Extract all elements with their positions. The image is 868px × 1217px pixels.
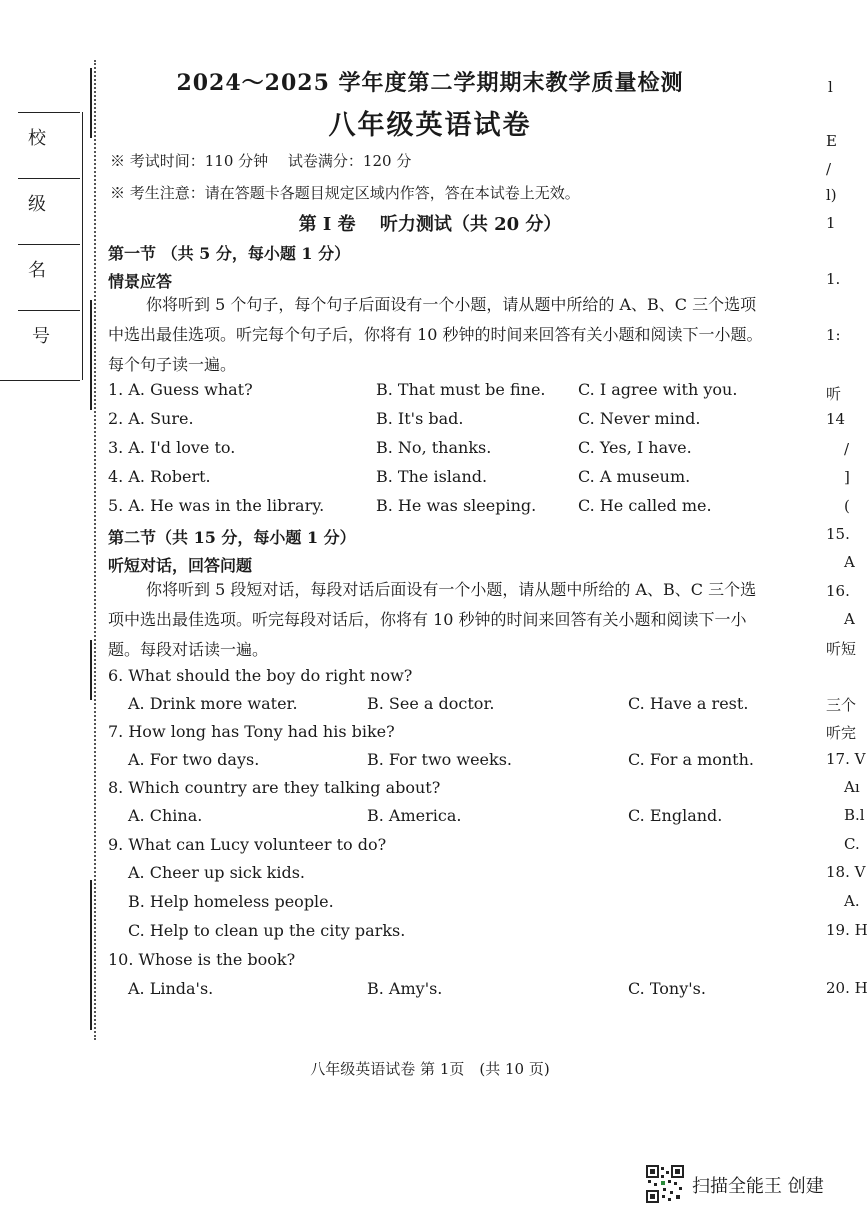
fragment-text: 1 [826, 214, 836, 232]
section1-subheading: 情景应答 [108, 272, 173, 291]
seal-line-segment [90, 300, 92, 410]
fragment-text: 16. [826, 582, 850, 600]
q10-option-c: C. Tony's. [628, 979, 706, 998]
q1-option-a: 1. A. Guess what? [108, 380, 253, 399]
fragment-text: C. [844, 835, 860, 853]
fragment-text: 14 [826, 410, 846, 428]
seal-dotted-line [94, 60, 96, 1040]
section1-instructions: 你将听到 5 个句子，每个句子后面设有一个小题，请从题中所给的 A、B、C 三个选项中选出最佳选项。听完每个句子后，你将有 10 秒钟的时间来回答有关小题和阅读下一小题。每个句子读一遍。 [108, 295, 763, 374]
fragment-text: / [826, 160, 832, 178]
q9-option-a: A. Cheer up sick kids. [128, 863, 305, 882]
fragment-text: B.l [844, 806, 865, 824]
fragment-text: 18. V [826, 863, 866, 881]
fragment-text: Aı [844, 778, 860, 796]
section2-instructions: 你将听到 5 段短对话，每段对话后面设有一个小题，请从题中所给的 A、B、C 三个选项中选出最佳选项。听完每段对话后，你将有 10 秒钟的时间来回答有关小题和阅读下一小题。每段对话读一遍。 [108, 580, 757, 659]
binding-label-class: 级 [28, 194, 46, 215]
q1-option-b: B. That must be fine. [376, 380, 546, 399]
exam-time-note: ※ 考试时间：110 分钟 试卷满分：120 分 [110, 152, 412, 170]
fragment-text: A [844, 610, 855, 628]
q1-option-c: C. I agree with you. [578, 380, 738, 399]
q6-option-a: A. Drink more water. [128, 694, 298, 713]
q7-stem: 7. How long has Tony had his bike? [108, 722, 395, 741]
q9-stem: 9. What can Lucy volunteer to do? [108, 835, 387, 854]
q7-option-a: A. For two days. [128, 750, 260, 769]
seal-line-segment [90, 640, 92, 700]
fragment-text: 1: [826, 326, 841, 344]
section2-heading: 第二节（共 15 分，每小题 1 分） [108, 528, 356, 547]
q3-option-c: C. Yes, I have. [578, 438, 692, 457]
section1-heading: 第一节 （共 5 分，每小题 1 分） [108, 244, 351, 263]
q8-stem: 8. Which country are they talking about? [108, 778, 441, 797]
q8-option-a: A. China. [128, 806, 203, 825]
section2-subheading: 听短对话，回答问题 [108, 556, 253, 575]
binding-divider [18, 178, 80, 179]
part1-heading: 第 I 卷 听力测试（共 20 分） [298, 214, 562, 235]
q4-option-c: C. A museum. [578, 467, 691, 486]
q6-option-c: C. Have a rest. [628, 694, 749, 713]
fragment-text: 19. H [826, 921, 868, 939]
q4-option-a: 4. A. Robert. [108, 467, 211, 486]
q5-option-c: C. He called me. [578, 496, 712, 515]
q2-option-a: 2. A. Sure. [108, 409, 194, 428]
binding-label-number: 号 [32, 326, 50, 347]
exam-attention-note: ※ 考生注意：请在答题卡各题目规定区域内作答，答在本试卷上无效。 [110, 184, 580, 202]
fragment-text: A. [844, 892, 860, 910]
cut-line [0, 380, 80, 381]
q10-option-b: B. Amy's. [367, 979, 443, 998]
fragment-text: ( [844, 497, 850, 515]
fragment-text: A [844, 553, 855, 571]
binding-label-name: 名 [28, 260, 46, 281]
seal-line-segment [90, 880, 92, 1030]
fragment-text: 听完 [826, 724, 857, 742]
fragment-text: E [826, 132, 837, 150]
page-footer: 八年级英语试卷 第 1页 (共 10 页) [310, 1060, 550, 1078]
q9-option-b: B. Help homeless people. [128, 892, 334, 911]
q3-option-a: 3. A. I'd love to. [108, 438, 236, 457]
fragment-text: l [828, 78, 833, 96]
adjacent-page-fragment [822, 0, 868, 1060]
q6-option-b: B. See a doctor. [367, 694, 495, 713]
q4-option-b: B. The island. [376, 467, 488, 486]
fragment-text: 15. [826, 525, 850, 543]
fragment-text: 三个 [826, 696, 857, 714]
fragment-text: 20. H [826, 979, 868, 997]
q10-stem: 10. Whose is the book? [108, 950, 296, 969]
binding-label-school: 校 [28, 128, 46, 149]
q9-option-c: C. Help to clean up the city parks. [128, 921, 406, 940]
fragment-text: 听短 [826, 640, 857, 658]
fragment-text: l) [826, 186, 837, 204]
q5-option-a: 5. A. He was in the library. [108, 496, 325, 515]
q2-option-b: B. It's bad. [376, 409, 464, 428]
q3-option-b: B. No, thanks. [376, 438, 492, 457]
fragment-text: / [844, 440, 850, 458]
q5-option-b: B. He was sleeping. [376, 496, 537, 515]
scanner-watermark: 扫描全能王 创建 [692, 1176, 824, 1197]
q8-option-b: B. America. [367, 806, 462, 825]
fragment-text: 1. [826, 270, 841, 288]
fragment-text: 听 [826, 385, 842, 403]
q6-stem: 6. What should the boy do right now? [108, 666, 413, 685]
q8-option-c: C. England. [628, 806, 723, 825]
binding-divider [18, 244, 80, 245]
q7-option-c: C. For a month. [628, 750, 754, 769]
exam-title: 2024～2025 学年度第二学期期末教学质量检测 [176, 70, 684, 96]
q10-option-a: A. Linda's. [128, 979, 214, 998]
q7-option-b: B. For two weeks. [367, 750, 512, 769]
qr-code-icon [646, 1165, 684, 1203]
exam-subtitle: 八年级英语试卷 [328, 110, 532, 141]
q2-option-c: C. Never mind. [578, 409, 701, 428]
fragment-text: 17. V [826, 750, 866, 768]
fragment-text: ] [844, 468, 850, 486]
binding-divider [18, 310, 80, 311]
